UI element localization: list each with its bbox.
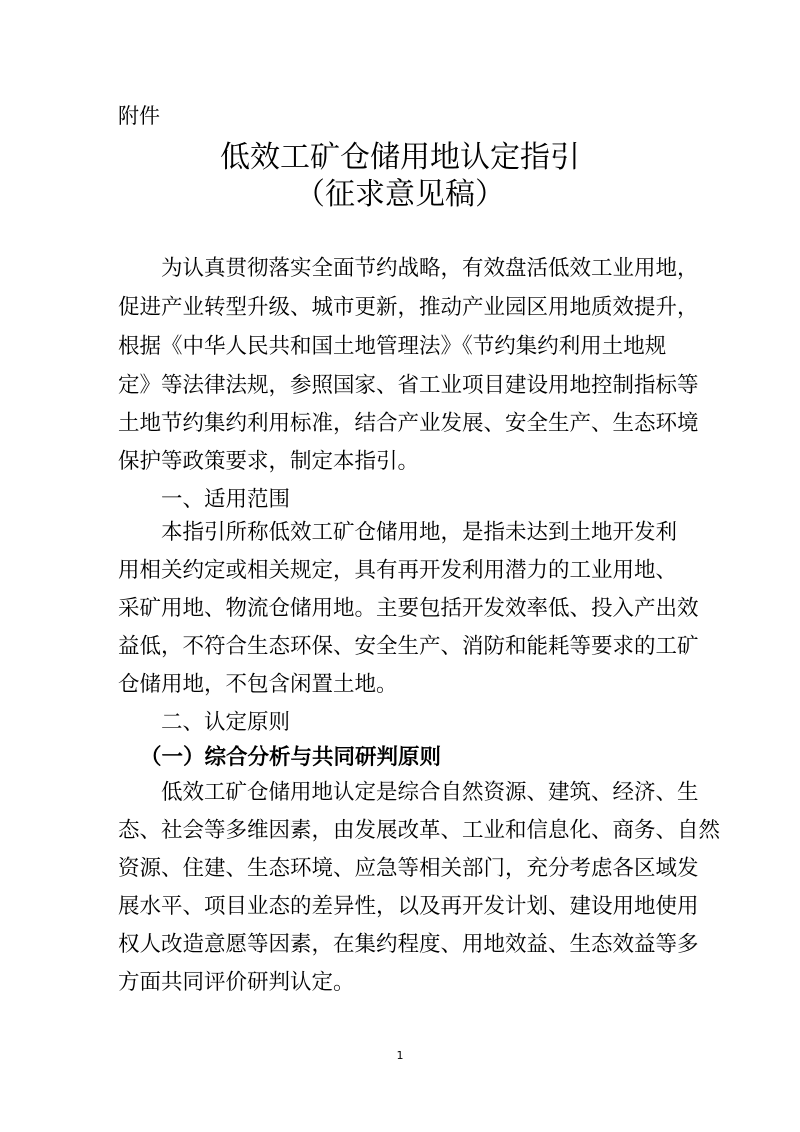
document-title: 低效工矿仓储用地认定指引 [220,140,580,175]
intro-line: 保护等政策要求，制定本指引。 [118,449,420,474]
subsection-heading: （一）综合分析与共同研判原则 [140,745,442,770]
section-1-line: 本指引所称低效工矿仓储用地，是指未达到土地开发利 [161,520,678,545]
document-subtitle: （征求意见稿） [295,177,505,212]
attachment-label: 附件 [118,104,160,128]
section-1-line: 仓储用地，不包含闲置土地。 [118,672,398,697]
intro-line: 根据《中华人民共和国土地管理法》《节约集约利用土地规 [118,334,667,359]
section-1-line: 用相关约定或相关规定，具有再开发利用潜力的工业用地、 [118,558,678,583]
subsection-1-line: 方面共同评价研判认定。 [118,970,355,995]
subsection-1-line: 展水平、项目业态的差异性，以及再开发计划、建设用地使用 [118,894,699,919]
subsection-1-line: 态、社会等多维因素，由发展改革、工业和信息化、商务、自然 [118,818,721,843]
intro-line: 土地节约集约利用标准，结合产业发展、安全生产、生态环境 [118,411,699,436]
section-1-line: 采矿用地、物流仓储用地。主要包括开发效率低、投入产出效 [118,596,699,621]
intro-line: 促进产业转型升级、城市更新，推动产业园区用地质效提升， [118,295,699,320]
intro-line: 为认真贯彻落实全面节约战略，有效盘活低效工业用地， [161,256,699,281]
intro-line: 定》等法律法规，参照国家、省工业项目建设用地控制指标等 [118,373,699,398]
section-1-line: 益低，不符合生态环保、安全生产、消防和能耗等要求的工矿 [118,634,699,659]
section-heading: 一、适用范围 [161,487,291,512]
subsection-1-line: 低效工矿仓储用地认定是综合自然资源、建筑、经济、生 [161,780,699,805]
section-heading: 二、认定原则 [161,710,291,735]
subsection-1-line: 资源、住建、生态环境、应急等相关部门，充分考虑各区域发 [118,856,699,881]
subsection-1-line: 权人改造意愿等因素，在集约程度、用地效益、生态效益等多 [118,932,699,957]
page-number: 1 [396,1049,404,1062]
